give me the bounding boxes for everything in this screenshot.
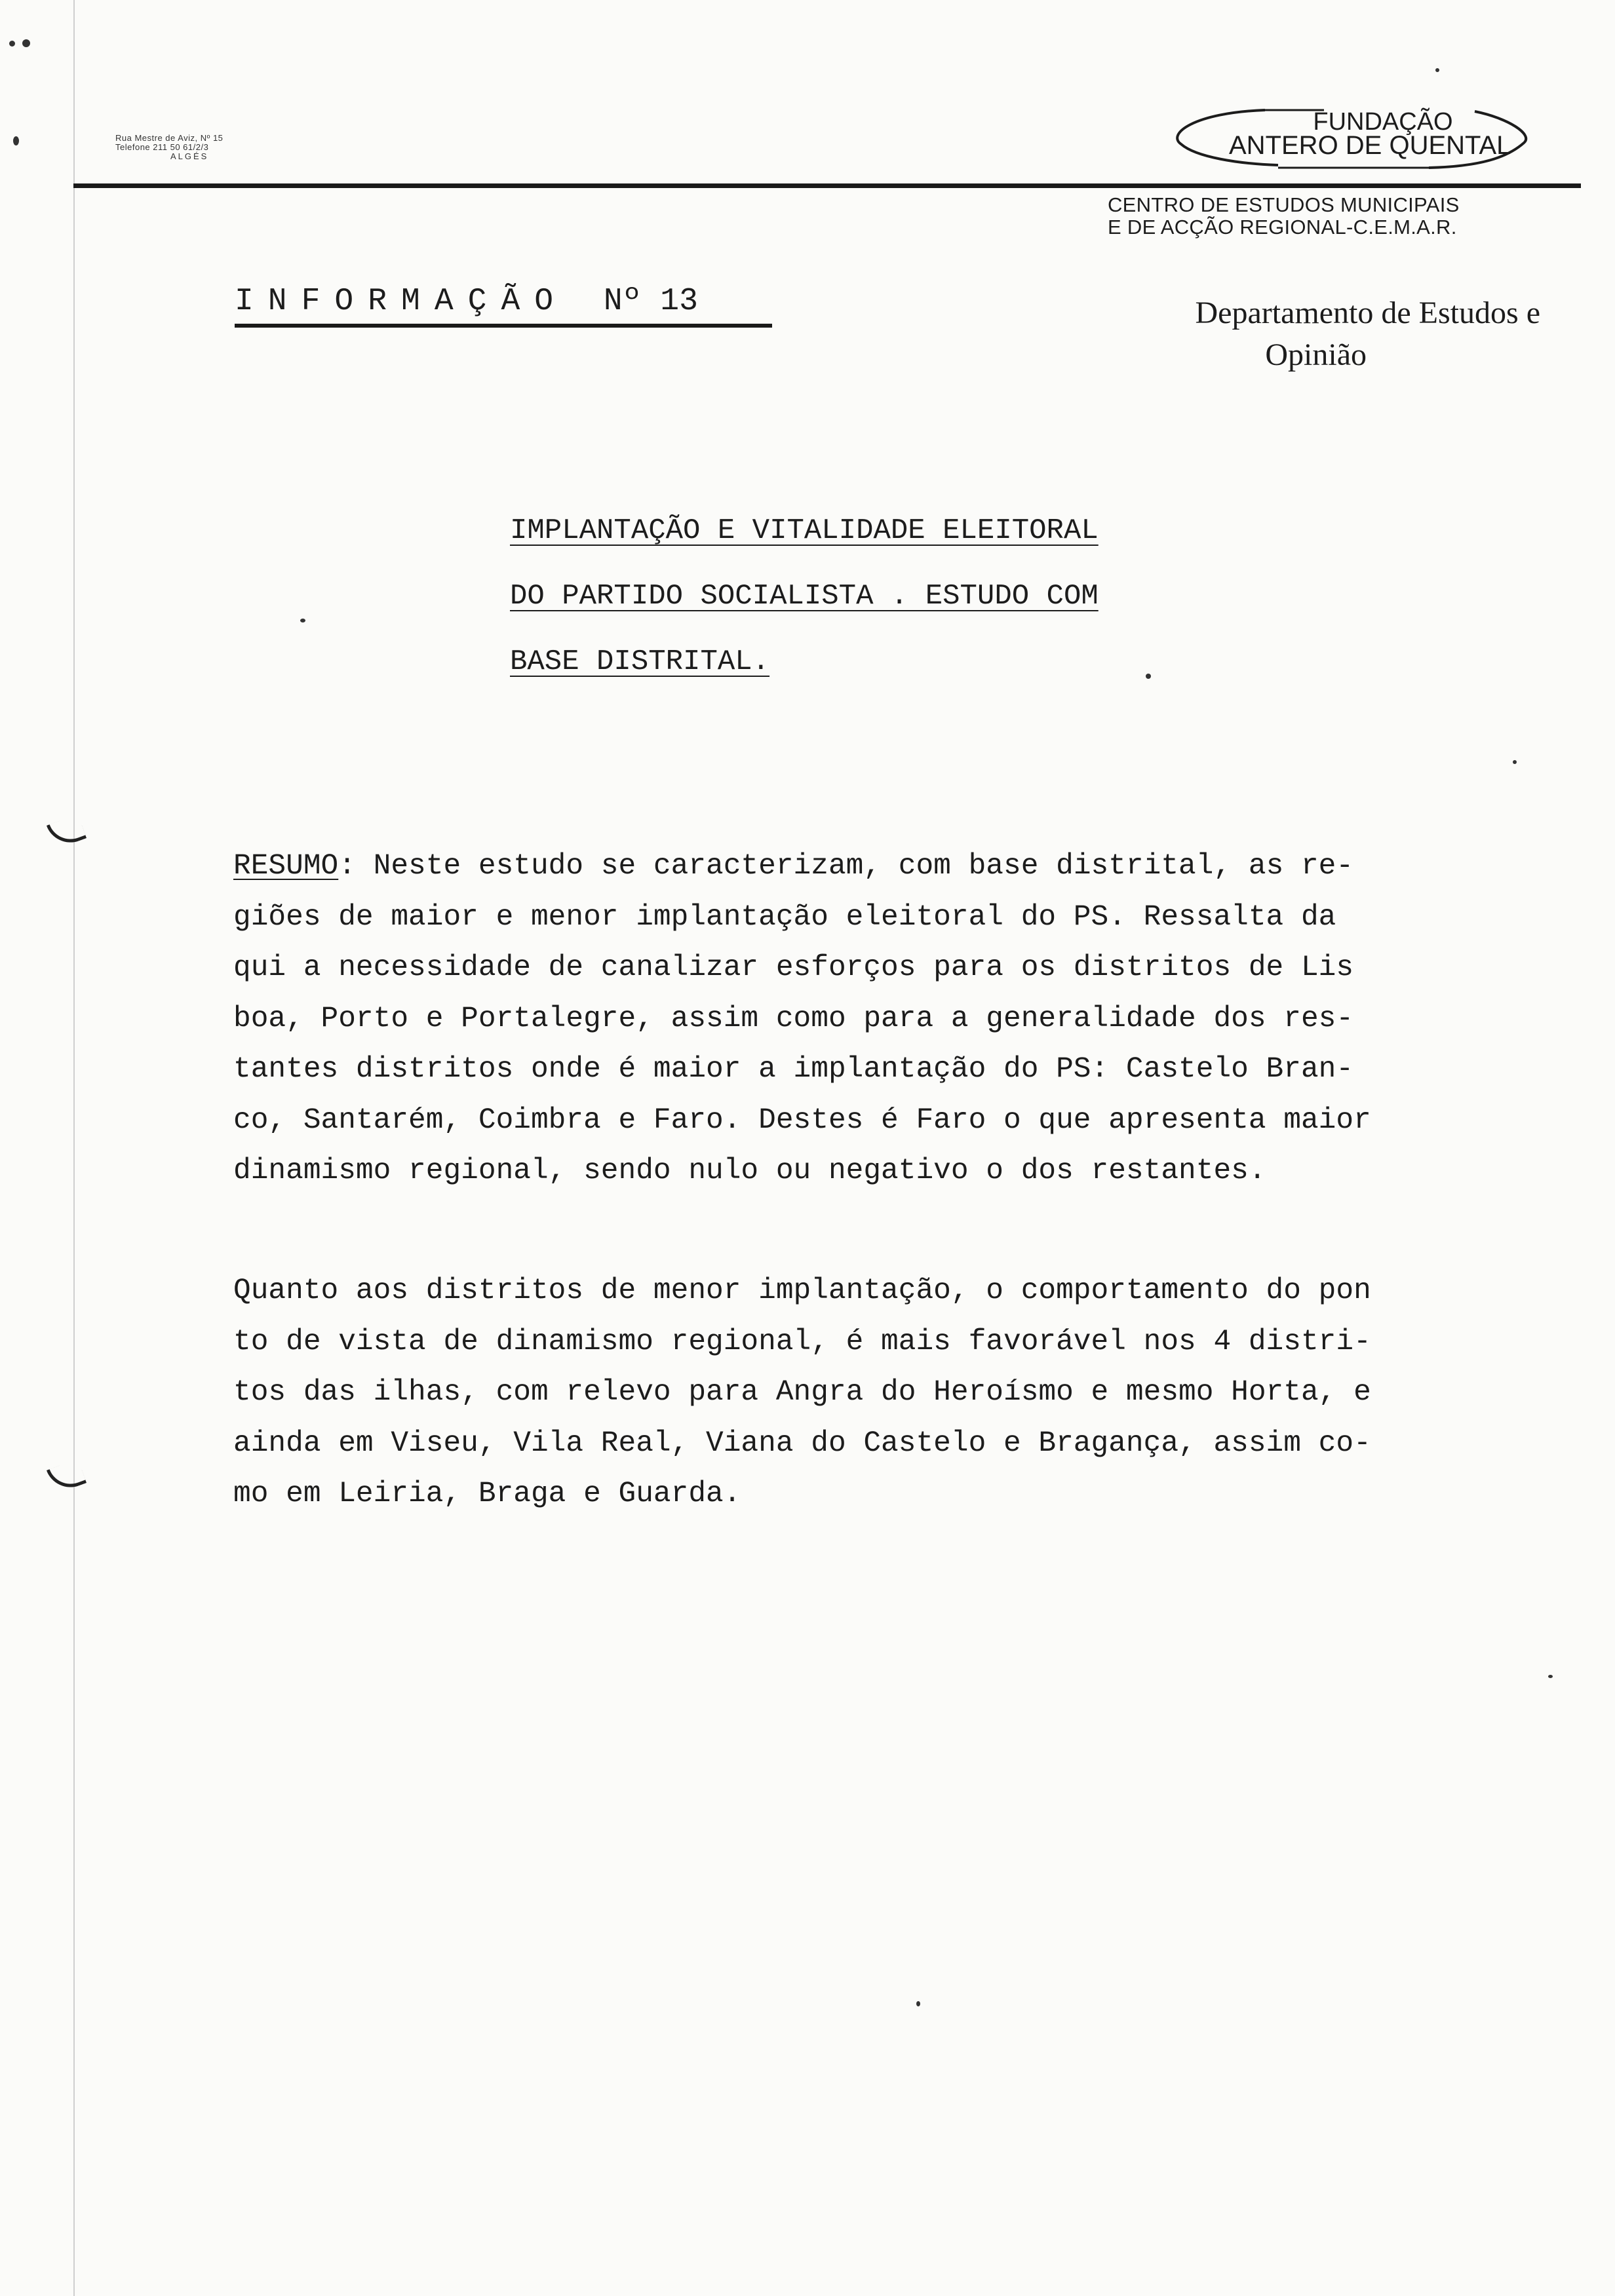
information-underline bbox=[235, 324, 772, 328]
resumo-line: co, Santarém, Coimbra e Faro. Destes é Faro o que apresenta maior bbox=[233, 1103, 1371, 1137]
study-title-line-3: BASE DISTRITAL. bbox=[510, 645, 770, 678]
department-name bbox=[1036, 292, 1540, 376]
centro-line-1: CENTRO DE ESTUDOS MUNICIPAIS bbox=[1108, 193, 1460, 216]
scan-speck bbox=[9, 41, 15, 47]
address-street: Rua Mestre de Aviz, Nº 15 bbox=[115, 133, 224, 143]
binding-mark-top bbox=[47, 814, 87, 849]
study-title bbox=[510, 498, 1099, 695]
header-rule bbox=[73, 183, 1581, 188]
department-line-1: Departamento de Estudos e bbox=[1195, 296, 1540, 330]
left-margin-line bbox=[73, 0, 75, 2296]
resumo-line: qui a necessidade de canalizar esforços para os distritos de Lis bbox=[233, 951, 1354, 984]
resumo-first-line: : Neste estudo se caracterizam, com base distrital, as re- bbox=[338, 850, 1354, 883]
resumo-line: tantes distritos onde é maior a implantação do PS: Castelo Bran- bbox=[233, 1053, 1354, 1086]
resumo-line: boa, Porto e Portalegre, assim como para a generalidade dos res- bbox=[233, 1002, 1354, 1035]
scan-speck bbox=[1548, 1675, 1553, 1678]
scan-speck bbox=[13, 136, 19, 145]
binding-mark-bottom bbox=[47, 1459, 87, 1494]
centro-name bbox=[1108, 194, 1460, 239]
scan-speck bbox=[1146, 674, 1151, 679]
resumo-paragraph bbox=[233, 841, 1498, 1197]
districts-line: to de vista de dinamismo regional, é mais favorável nos 4 distri- bbox=[233, 1325, 1371, 1358]
letterhead-address bbox=[115, 134, 223, 161]
centro-line-2: E DE ACÇÃO REGIONAL-C.E.M.A.R. bbox=[1108, 216, 1457, 239]
scan-speck bbox=[22, 39, 30, 47]
resumo-label: RESUMO bbox=[233, 850, 339, 883]
scan-speck bbox=[1513, 760, 1517, 764]
resumo-line: giões de maior e menor implantação eleitoral do PS. Ressalta da bbox=[233, 900, 1336, 934]
districts-line: mo em Leiria, Braga e Guarda. bbox=[233, 1478, 741, 1510]
information-heading bbox=[235, 282, 698, 321]
information-label: INFORMAÇÃO bbox=[235, 284, 568, 319]
information-number: Nº 13 bbox=[603, 284, 698, 319]
resumo-line bbox=[233, 841, 1498, 892]
department-line-2: Opinião bbox=[1265, 337, 1367, 372]
address-town: ALGÉS bbox=[170, 151, 209, 161]
scan-speck bbox=[916, 2001, 920, 2006]
logo-antero-de-quental: ANTERO DE QUENTAL bbox=[1229, 131, 1511, 160]
scan-speck bbox=[300, 619, 305, 622]
logo-fundacao: FUNDAÇÃO bbox=[1313, 108, 1453, 136]
districts-line: tos das ilhas, com relevo para Angra do Heroísmo e mesmo Horta, e bbox=[233, 1376, 1371, 1409]
resumo-line: dinamismo regional, sendo nulo ou negativo o dos restantes. bbox=[233, 1155, 1266, 1187]
study-title-line-2: DO PARTIDO SOCIALISTA . ESTUDO COM bbox=[510, 580, 1099, 613]
districts-paragraph bbox=[233, 1266, 1498, 1520]
districts-line: Quanto aos distritos de menor implantação, o comportamento do pon bbox=[233, 1274, 1371, 1307]
address-phone: Telefone 211 50 61/2/3 bbox=[115, 142, 209, 152]
districts-line: ainda em Viseu, Vila Real, Viana do Castelo e Bragança, assim co- bbox=[233, 1426, 1371, 1460]
study-title-line-1: IMPLANTAÇÃO E VITALIDADE ELEITORAL bbox=[510, 514, 1099, 547]
foundation-logo bbox=[1167, 105, 1534, 177]
scan-speck bbox=[1435, 68, 1439, 72]
